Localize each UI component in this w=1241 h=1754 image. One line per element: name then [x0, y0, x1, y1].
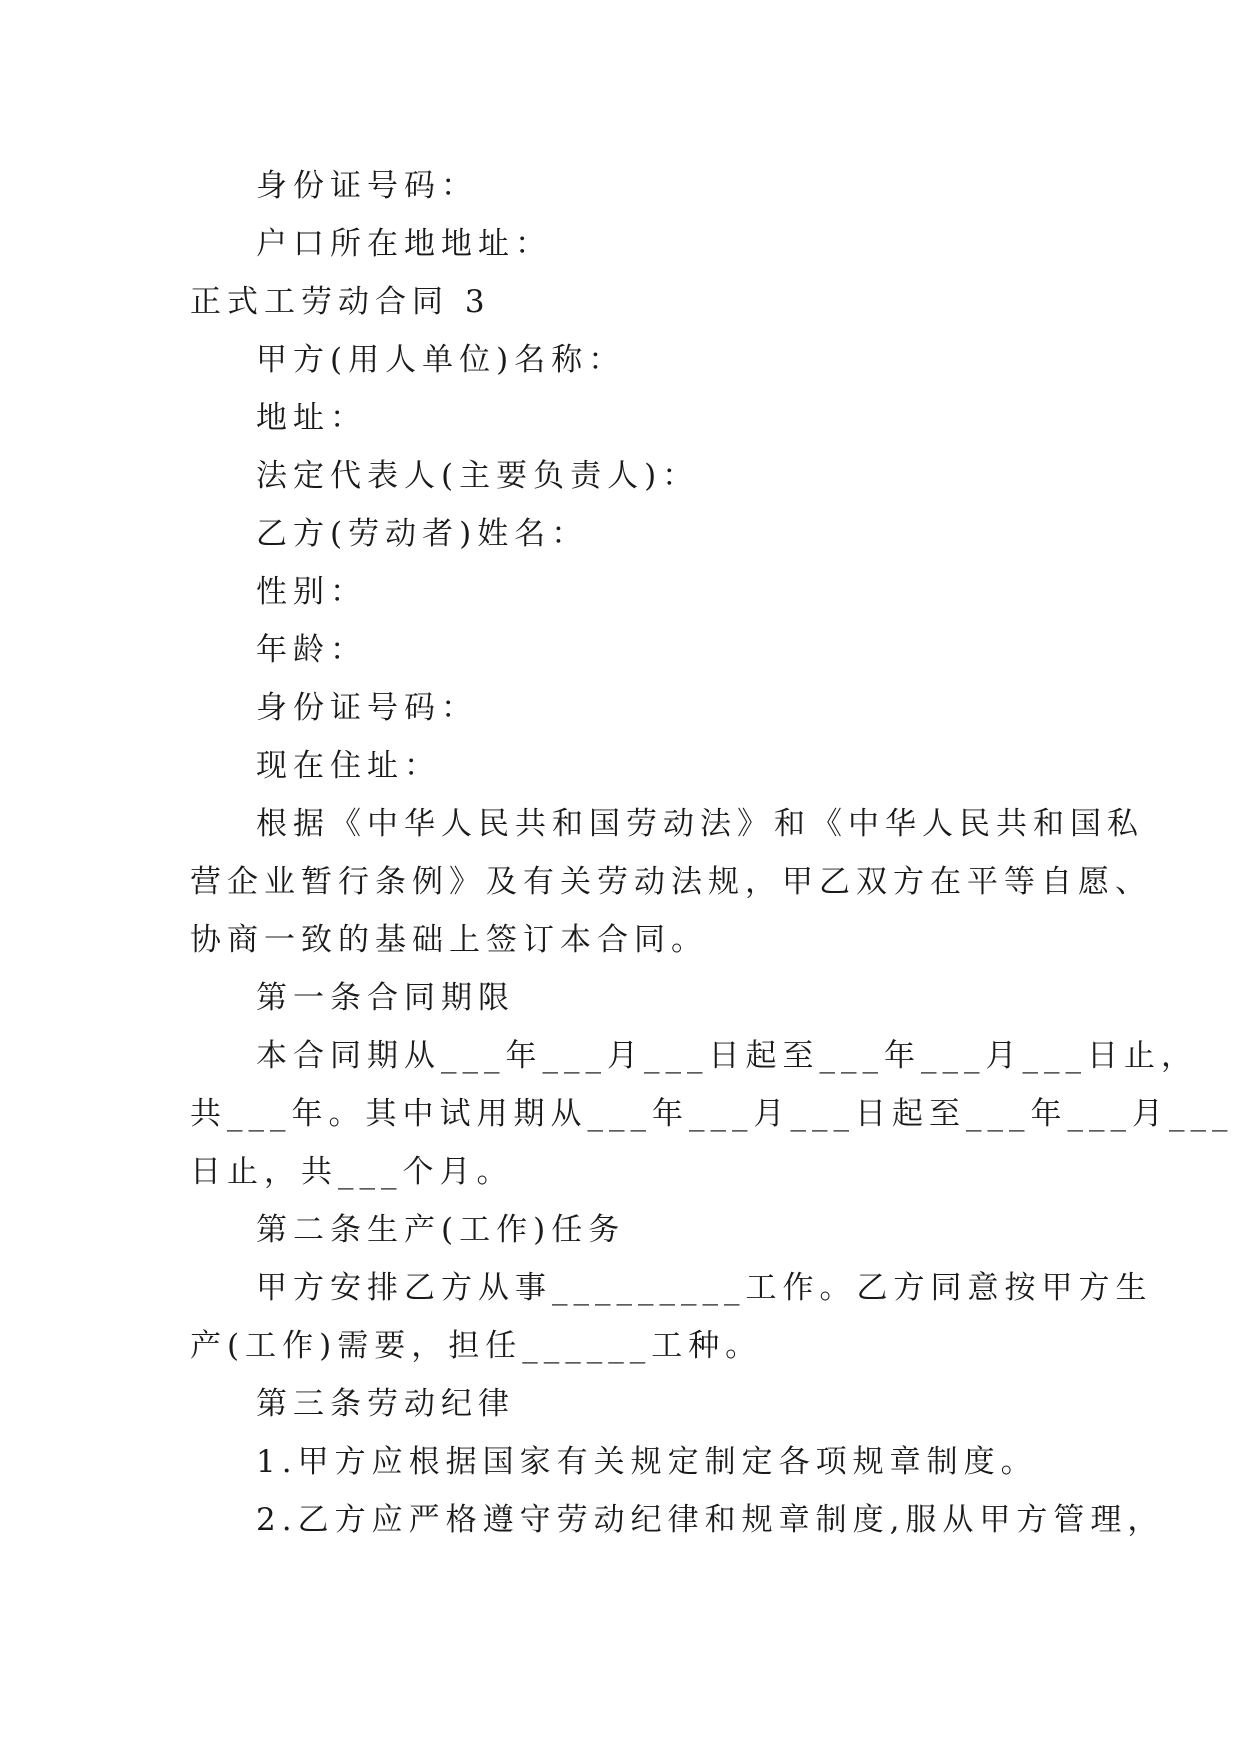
gender-label: 性别：	[256, 574, 367, 610]
household-address-label: 户口所在地地址：	[256, 226, 552, 262]
article-2-heading: 第二条生产(工作)任务	[256, 1212, 626, 1248]
article-2-line-2: 产(工作)需要，担任______工种。	[190, 1328, 763, 1364]
legal-representative-label: 法定代表人(主要负责人)：	[256, 458, 700, 494]
preamble-line-1: 根据《中华人民共和国劳动法》和《中华人民共和国私	[256, 806, 1144, 842]
article-3-item-2: 2.乙方应严格遵守劳动纪律和规章制度,服从甲方管理，	[256, 1502, 1165, 1538]
article-3-item-1: 1.甲方应根据国家有关规定制定各项规章制度。	[256, 1444, 1038, 1480]
article-3-heading: 第三条劳动纪律	[256, 1386, 515, 1422]
preamble-line-3: 协商一致的基础上签订本合同。	[190, 922, 708, 958]
id-number-label: 身份证号码：	[256, 168, 478, 204]
party-a-name-label: 甲方(用人单位)名称：	[256, 342, 626, 378]
article-1-line-2: 共___年。其中试用期从___年___月___日起至___年___月___	[190, 1096, 1234, 1132]
article-1-line-3: 日止，共___个月。	[190, 1154, 514, 1190]
article-2-line-1: 甲方安排乙方从事_________工作。乙方同意按甲方生	[256, 1270, 1153, 1306]
article-1-heading: 第一条合同期限	[256, 980, 515, 1016]
article-1-line-1: 本合同期从___年___月___日起至___年___月___日止，	[256, 1038, 1198, 1074]
current-address-label: 现在住址：	[256, 748, 441, 784]
contract-title: 正式工劳动合同 3	[190, 284, 491, 320]
age-label: 年龄：	[256, 632, 367, 668]
address-label: 地址：	[256, 400, 367, 436]
preamble-line-2: 营企业暂行条例》及有关劳动法规，甲乙双方在平等自愿、	[190, 864, 1152, 900]
party-b-id-number-label: 身份证号码：	[256, 690, 478, 726]
party-b-name-label: 乙方(劳动者)姓名：	[256, 516, 589, 552]
